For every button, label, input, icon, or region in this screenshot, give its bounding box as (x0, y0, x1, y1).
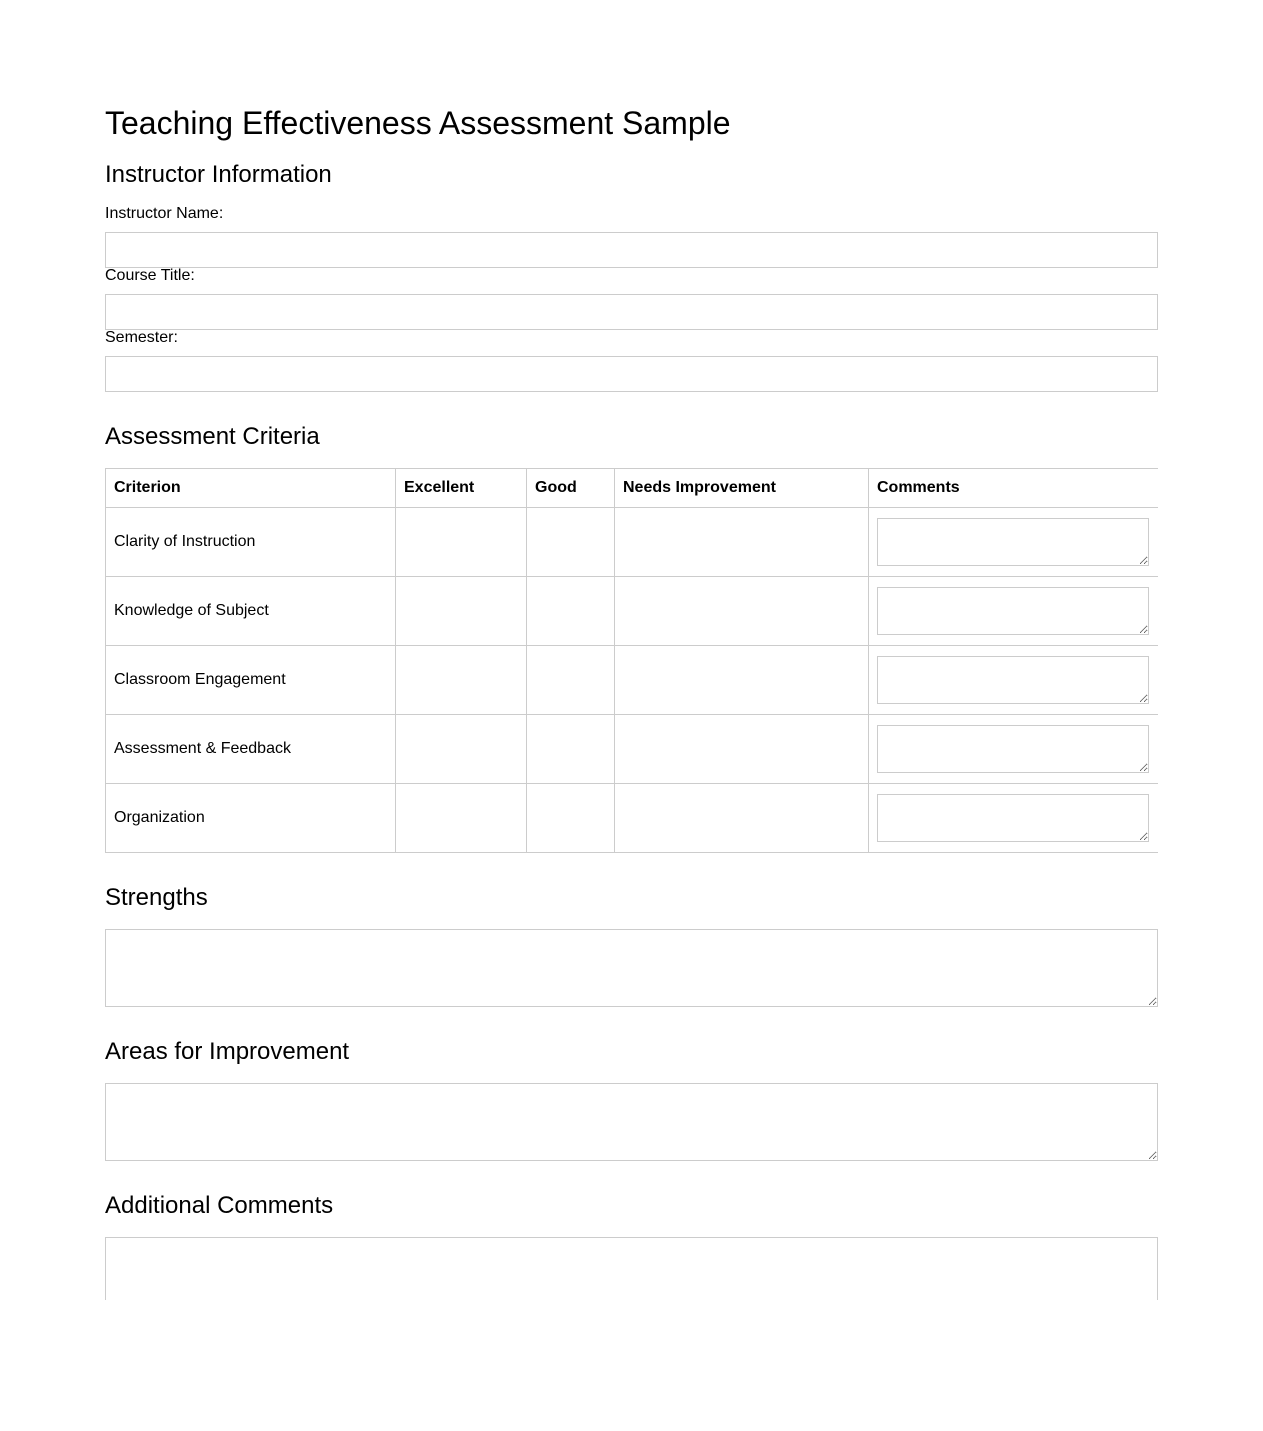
good-cell (527, 784, 615, 853)
criterion-cell: Clarity of Instruction (106, 508, 396, 577)
comments-cell (869, 577, 1159, 646)
page-title: Teaching Effectiveness Assessment Sample (105, 105, 731, 141)
strengths-heading: Strengths (105, 884, 208, 911)
table-row (106, 715, 1159, 784)
table-row (106, 784, 1159, 853)
excellent-cell (396, 646, 527, 715)
criterion-cell: Classroom Engagement (106, 646, 396, 715)
good-cell (527, 508, 615, 577)
comments-cell (869, 646, 1159, 715)
needs-improvement-cell (615, 646, 869, 715)
additional-comments-textarea[interactable] (105, 1237, 1158, 1300)
improvement-heading: Areas for Improvement (105, 1038, 350, 1065)
good-cell (527, 715, 615, 784)
column-header-comments: Comments (869, 469, 1159, 508)
table-header-row (106, 469, 1159, 508)
semester-input[interactable] (105, 356, 1158, 392)
assessment-criteria-heading: Assessment Criteria (105, 423, 320, 450)
instructor-name-input[interactable] (105, 232, 1158, 268)
additional-comments-heading: Additional Comments (105, 1192, 334, 1219)
table-row (106, 577, 1159, 646)
comment-textarea[interactable] (877, 587, 1149, 635)
assessment-form (105, 0, 1158, 1300)
column-header-excellent: Excellent (396, 469, 527, 508)
course-title-input[interactable] (105, 294, 1158, 330)
comment-textarea[interactable] (877, 518, 1149, 566)
excellent-cell (396, 715, 527, 784)
improvement-textarea[interactable] (105, 1083, 1158, 1161)
criterion-cell: Knowledge of Subject (106, 577, 396, 646)
needs-improvement-cell (615, 508, 869, 577)
excellent-cell (396, 577, 527, 646)
column-header-good: Good (527, 469, 615, 508)
course-title-label: Course Title: (105, 267, 195, 284)
comment-textarea[interactable] (877, 656, 1149, 704)
excellent-cell (396, 784, 527, 853)
comment-textarea[interactable] (877, 794, 1149, 842)
strengths-textarea[interactable] (105, 929, 1158, 1007)
comments-cell (869, 508, 1159, 577)
table-row (106, 508, 1159, 577)
table-row (106, 646, 1159, 715)
column-header-needs-improvement: Needs Improvement (615, 469, 869, 508)
good-cell (527, 577, 615, 646)
excellent-cell (396, 508, 527, 577)
criterion-cell: Organization (106, 784, 396, 853)
instructor-name-label: Instructor Name: (105, 205, 224, 222)
comments-cell (869, 715, 1159, 784)
column-header-criterion: Criterion (106, 469, 396, 508)
comment-textarea[interactable] (877, 725, 1149, 773)
semester-label: Semester: (105, 329, 178, 346)
needs-improvement-cell (615, 715, 869, 784)
criteria-table (105, 468, 1158, 853)
comments-cell (869, 784, 1159, 853)
good-cell (527, 646, 615, 715)
needs-improvement-cell (615, 577, 869, 646)
criterion-cell: Assessment & Feedback (106, 715, 396, 784)
needs-improvement-cell (615, 784, 869, 853)
instructor-info-heading: Instructor Information (105, 161, 332, 188)
